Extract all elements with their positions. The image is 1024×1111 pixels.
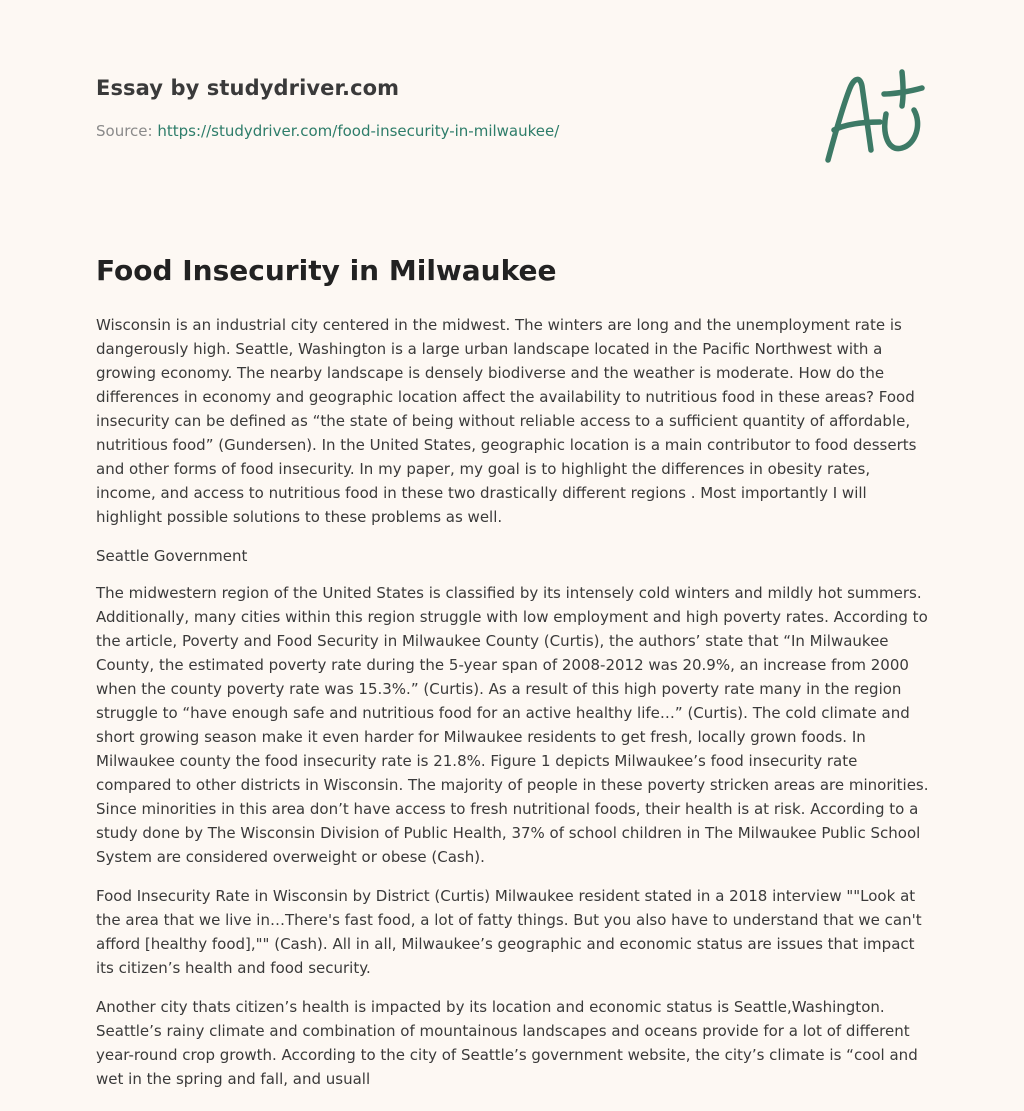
paragraph-intro: Wisconsin is an industrial city centered in the midwest. The winters are long and the unemployment rate is dangerously high. Seattle, Washington is a large urban landscape located in the Pacific Northwest with a growing economy. The nearby landscape is densely biodiverse and the weather is moderate. How do the differences in economy and geographic location affect the availability to nutritious food in these areas? Food insecurity can be defined as “the state of being without reliable access to a sufficient quantity of affordable, nutritious food” (Gundersen). In the United States, geographic location is a main contributor to food desserts and other forms of food insecurity. In my paper, my goal is to highlight the differences in obesity rates, income, and access to nutritious food in these two drastically different regions . Most importantly I will highlight possible solutions to these problems as well. bbox=[96, 316, 917, 526]
brand-title: Essay by studydriver.com bbox=[96, 76, 400, 100]
source-label: Source: bbox=[96, 122, 153, 140]
essay-header bbox=[96, 76, 796, 140]
paragraph-milwaukee: The midwestern region of the United States is classified by its intensely cold winters and mildly hot summers. Additionally, many cities within this region struggle with low employment and high poverty rates. According to the article, Poverty and Food Security in Milwaukee County (Curtis), the authors’ state that “In Milwaukee County, the estimated poverty rate during the 5-year span of 2008-2012 was 20.9%, an increase from 2000 when the county poverty rate was 15.3%.” (Curtis). As a result of this high poverty rate many in the region struggle to “have enough safe and nutritious food for an active healthy life…” (Curtis). The cold climate and short growing season make it even harder for Milwaukee residents to get fresh, locally grown foods. In Milwaukee county the food insecurity rate is 21.8%. Figure 1 depicts Milwaukee’s food insecurity rate compared to other districts in Wisconsin. The majority of people in these poverty stricken areas are minorities. Since minorities in this area don’t have access to fresh nutritional foods, their health is at risk. According to a study done by The Wisconsin Division of Public Health, 37% of school children in The Milwaukee Public School System are considered overweight or obese (Cash). bbox=[96, 584, 929, 866]
paragraph-interview: Food Insecurity Rate in Wisconsin by District (Curtis) Milwaukee resident stated in a 2018 interview ""Look at the area that we live in…There's fast food, a lot of fatty things. But you also have to understand that we can't afford [healthy food],"" (Cash). All in all, Milwaukee’s geographic and economic status are issues that impact its citizen’s health and food security. bbox=[96, 887, 922, 977]
paragraph-seattle: Another city thats citizen’s health is impacted by its location and economic status is Seattle,Washington. Seattle’s rainy climate and combination of mountainous landscapes and oceans provide for a lot of different year-round crop growth. According to the city of Seattle’s government website, the city’s climate is “cool and wet in the spring and fall, and usuall bbox=[96, 998, 918, 1088]
a-plus-logo-icon bbox=[818, 64, 930, 166]
source-line bbox=[96, 122, 796, 140]
source-link[interactable]: https://studydriver.com/food-insecurity-in-milwaukee/ bbox=[157, 122, 560, 140]
essay-body bbox=[96, 313, 932, 1106]
section-heading: Seattle Government bbox=[96, 547, 248, 565]
essay-title: Food Insecurity in Milwaukee bbox=[96, 254, 557, 287]
